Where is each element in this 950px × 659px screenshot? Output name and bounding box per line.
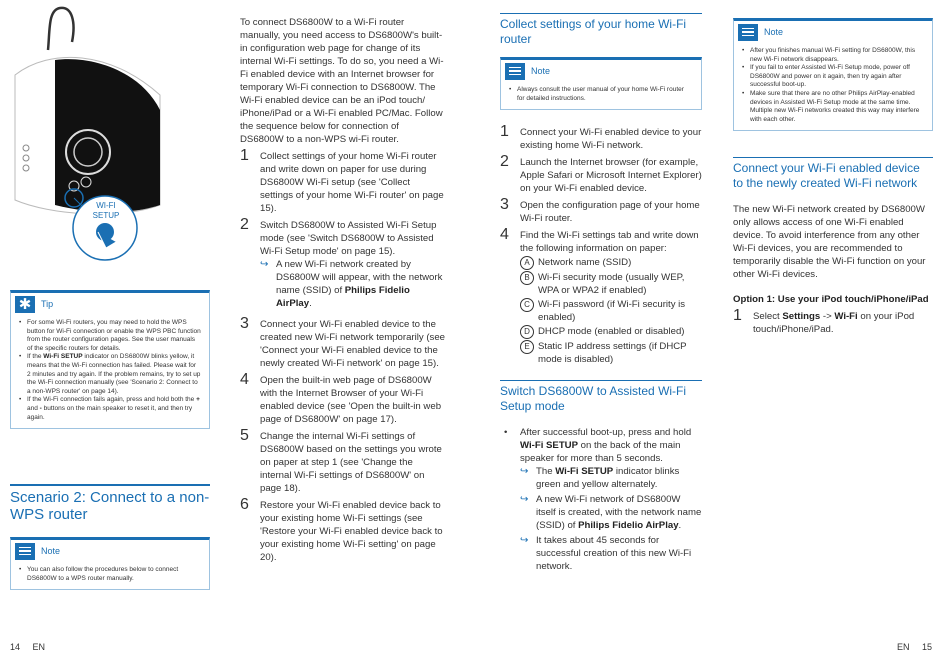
tip-item-text: If the Wi-Fi connection fails again, press and hold both the <box>27 396 197 404</box>
step-text: Change the internal Wi-Fi settings of DS6800W based on the settings you wrote on paper at step 1 (see 'Change the internal Wi-Fi settings of DS6800W' on page 18). <box>260 431 442 494</box>
switch-result-3 <box>500 534 702 573</box>
tip-item-bold: - <box>39 404 42 412</box>
column-2 <box>240 16 445 564</box>
scenario-rule <box>10 484 210 486</box>
note-icon <box>738 24 758 41</box>
note-list <box>501 82 701 109</box>
note-item: • You can also follow the procedures below to connect DS6800W to a WPS router manually. <box>19 566 201 583</box>
result-text <box>536 465 702 491</box>
step-text: Connect your Wi-Fi enabled device to your existing home Wi-Fi network. <box>520 127 702 152</box>
note-item: • If you fail to enter Assisted Wi-Fi Setup mode, power off DS6800W and power on it again, then try again after successful boot-up. <box>742 64 924 90</box>
step-text: Collect settings of your home Wi-Fi router and write down on paper for use during DS6800W Wi-Fi setup (see 'Collect settings of your home Wi-Fi router' on page 15). <box>260 151 444 214</box>
tip-item-bold: + <box>196 396 200 404</box>
connect-rule <box>733 157 933 158</box>
tip-box <box>10 290 210 429</box>
result-arrow-icon: ↪ <box>260 259 269 270</box>
bullet-text-part: on the back of the main speaker for more than 5 seconds. <box>520 440 681 465</box>
letter-d-icon: D <box>520 325 534 339</box>
note-header <box>734 21 932 43</box>
step-text: Open the configuration page of your home Wi-Fi router. <box>520 200 700 225</box>
note-list <box>734 43 932 130</box>
setting-text: Wi-Fi password (if Wi-Fi security is enabled) <box>538 299 686 324</box>
step-text: Launch the Internet browser (for example, Apple Safari or Microsoft Internet Explorer) on your Wi-Fi enabled device. <box>520 157 702 195</box>
result-text-bold: Philips Fidelio AirPlay <box>578 520 679 532</box>
step-text-part: Select <box>753 311 783 323</box>
result-text <box>276 258 445 310</box>
tip-item-bold: Wi-Fi SETUP <box>43 353 83 361</box>
letter-a-icon: A <box>520 256 534 270</box>
tip-item <box>19 353 201 396</box>
result-text-part: . <box>309 298 312 309</box>
letter-c-icon: C <box>520 298 534 312</box>
column-4 <box>733 18 933 336</box>
tip-item-text: and <box>27 404 40 412</box>
column-1 <box>10 0 210 582</box>
collect-step-3 <box>500 197 702 225</box>
setting-text: Network name (SSID) <box>538 257 632 269</box>
bullet-text <box>520 426 702 465</box>
result-arrow-icon: ↪ <box>520 466 529 478</box>
step-text: Open the built-in web page of DS6800W with the Internet Browser of your Wi-Fi enabled device (see 'Open the built-in web page of DS6800W' on page 17). <box>260 375 442 425</box>
language-left: EN <box>32 642 46 652</box>
note-label: Note <box>41 546 61 556</box>
bullet-text-bold: Wi-Fi SETUP <box>520 440 579 452</box>
setting-item-e <box>500 340 702 366</box>
collect-title: Collect settings of your home Wi-Fi router <box>500 17 687 46</box>
result-text-part: A new Wi-Fi network of DS6800W itself is created, with the network name (SSID) of <box>536 494 702 532</box>
step-number: 2 <box>500 153 509 171</box>
setting-text: Static IP address settings (if DHCP mode is disabled) <box>538 341 687 366</box>
collect-step-2 <box>500 154 702 195</box>
step-number: 4 <box>500 226 509 244</box>
setting-item-d <box>500 325 702 339</box>
step-text: Find the Wi-Fi settings tab and write down the following information on paper: <box>520 230 699 255</box>
note-list <box>11 562 209 589</box>
tip-header <box>11 293 209 315</box>
tip-item-text: indicator on DS6800W blinks yellow, it means that the Wi-Fi connection has failed. Please wait for 2 minutes and try again. If the problem remains, try to set up the Wi-Fi connection manually (see 'Scenario 2: Connect to a non-WPS router' on page 14). <box>27 353 201 395</box>
result-text: It takes about 45 seconds for successful creation of this new Wi-Fi network. <box>536 535 692 573</box>
note-box-1 <box>10 537 210 590</box>
tip-item-text: If the <box>27 353 44 361</box>
collect-step-1 <box>500 124 702 152</box>
setting-item-b <box>500 271 702 297</box>
setting-text: DHCP mode (enabled or disabled) <box>538 326 685 338</box>
step-5 <box>240 428 445 495</box>
tip-item <box>19 396 201 422</box>
option-step-1 <box>733 308 933 336</box>
note-header <box>11 540 209 562</box>
note-icon <box>505 63 525 80</box>
step-4 <box>240 372 445 426</box>
note-label: Note <box>764 27 784 37</box>
switch-title: Switch DS6800W to Assisted Wi-Fi Setup mode <box>500 384 687 414</box>
note-box-2 <box>733 18 933 131</box>
result-text-part: A new Wi-Fi network created by DS6800W will appear, with the network name (SSID) of <box>276 259 443 296</box>
step-6 <box>240 497 445 564</box>
result-text-part: indicator blinks green and yellow alternately. <box>536 466 680 491</box>
step-number: 6 <box>240 496 249 513</box>
step-number: 1 <box>733 307 742 325</box>
language-right: EN <box>897 642 910 652</box>
step-number: 4 <box>240 371 249 388</box>
step-text: Switch DS6800W to Assisted Wi-Fi Setup mode (see 'Switch DS6800W to Assisted Wi-Fi Setup mode' on page 15). <box>260 220 437 257</box>
step-number: 2 <box>240 216 249 233</box>
switch-result-1 <box>500 465 702 491</box>
bullet-dot: • <box>504 427 508 439</box>
footer-left <box>10 642 45 652</box>
page-number-right: 15 <box>922 642 933 652</box>
step-text-bold: Wi-Fi <box>834 311 858 323</box>
wifi-label-line1: WI-FI <box>96 201 116 210</box>
step-1 <box>240 148 445 215</box>
speaker-drawing <box>10 0 210 270</box>
tip-item <box>19 319 201 353</box>
letter-b-icon: B <box>520 271 534 285</box>
page-number-left: 14 <box>10 642 21 652</box>
option-title: Option 1: Use your iPod touch/iPhone/iPad <box>733 294 929 306</box>
step-text-part: -> <box>820 311 835 323</box>
footer-right <box>897 642 932 652</box>
setting-item-a <box>500 256 702 270</box>
note-item: • Make sure that there are no other Philips AirPlay-enabled devices in Assisted Wi-Fi Setup mode at the same time. Multiple new Wi-Fi networks created this way may interfere with each other. <box>742 90 924 124</box>
switch-rule <box>500 380 702 381</box>
wifi-setup-label <box>80 201 132 221</box>
step-text <box>753 308 933 336</box>
tip-item-text: For some Wi-Fi routers, you may need to hold the WPS button for Wi-Fi connection or enable the WPS PBC function from the router configuration pages. See the user manuals of the specific routers for details. <box>27 319 201 352</box>
result-text-bold: Philips Fidelio AirPlay <box>276 285 410 309</box>
result-text <box>536 493 702 532</box>
letter-e-icon: E <box>520 340 534 354</box>
step-2 <box>240 217 445 258</box>
result-text-part: The <box>536 466 556 478</box>
step-text: Restore your Wi-Fi enabled device back to your existing home Wi-Fi settings (see 'Restore your Wi-Fi enabled device back to your existing home Wi-Fi setting' on page 20). <box>260 500 443 563</box>
wifi-label-line2: SETUP <box>92 211 120 220</box>
tip-list <box>11 315 209 428</box>
intro-paragraph: To connect DS6800W to a Wi-Fi router manually, you need access to DS6800W's built-in configuration web page for change of its internal Wi-Fi settings. To do so, you need a Wi-Fi enabled device with an Internet browser for temporary Wi-Fi connection to DS6800W. The Wi-Fi enabled device can be an iPod touch/ iPhone/iPad or a Wi-Fi enabled PC/Mac. Follow the sequence below for connection of DS6800W to a non-WPS wi-Fi router. <box>240 17 444 145</box>
note-item: • After you finishes manual Wi-Fi setting for DS6800W, this new Wi-Fi network disappears. <box>742 47 924 64</box>
step-text: Connect your Wi-Fi enabled device to the created new Wi-Fi network temporarily (see 'Connect your Wi-Fi enabled device to the newly created Wi-Fi network' on page 15). <box>260 319 446 369</box>
setting-item-c <box>500 298 702 324</box>
collect-rule <box>500 13 702 14</box>
setting-text: Wi-Fi security mode (usually WEP, WPA or WPA2 if enabled) <box>538 272 685 297</box>
tip-item-text: buttons on the main speaker to reset it, and then try again. <box>27 404 193 421</box>
switch-result-2 <box>500 493 702 532</box>
scenario-title: Scenario 2: Connect to a non-WPS router <box>10 489 210 523</box>
result-arrow-icon: ↪ <box>520 494 529 506</box>
tip-label: Tip <box>41 299 54 309</box>
connect-body: The new Wi-Fi network created by DS6800W only allows access of one Wi-Fi enabled device. To avoid interference from any other Wi-Fi devices, you are recommended to temporarily disable the Wi-Fi function on your other Wi-Fi devices. <box>733 204 926 281</box>
result-text-bold: Wi-Fi SETUP <box>555 466 614 478</box>
step-text-part: on your iPod touch/iPhone/iPad. <box>753 311 915 336</box>
column-3 <box>500 13 702 573</box>
note-header <box>501 60 701 82</box>
step-3 <box>240 316 445 370</box>
note-box-collect <box>500 57 702 110</box>
step-number: 3 <box>240 315 249 332</box>
note-label: Note <box>531 66 551 76</box>
speaker-illustration <box>10 0 210 270</box>
switch-bullet <box>500 426 702 465</box>
step-2-result <box>240 258 445 310</box>
result-arrow-icon: ↪ <box>520 535 529 547</box>
bullet-text-part: After successful boot-up, press and hold <box>520 427 692 439</box>
asterisk-icon: ✱ <box>15 296 35 313</box>
collect-step-4 <box>500 227 702 255</box>
note-item: • Always consult the user manual of your home Wi-Fi router for detailed instructions. <box>509 86 693 103</box>
note-icon <box>15 543 35 560</box>
step-number: 5 <box>240 427 249 444</box>
step-number: 1 <box>240 147 249 164</box>
step-number: 1 <box>500 123 509 141</box>
connect-title: Connect your Wi-Fi enabled device to the newly created Wi-Fi network <box>733 161 920 191</box>
step-text-bold: Settings <box>782 311 821 323</box>
step-number: 3 <box>500 196 509 214</box>
result-text-part: . <box>678 520 682 532</box>
